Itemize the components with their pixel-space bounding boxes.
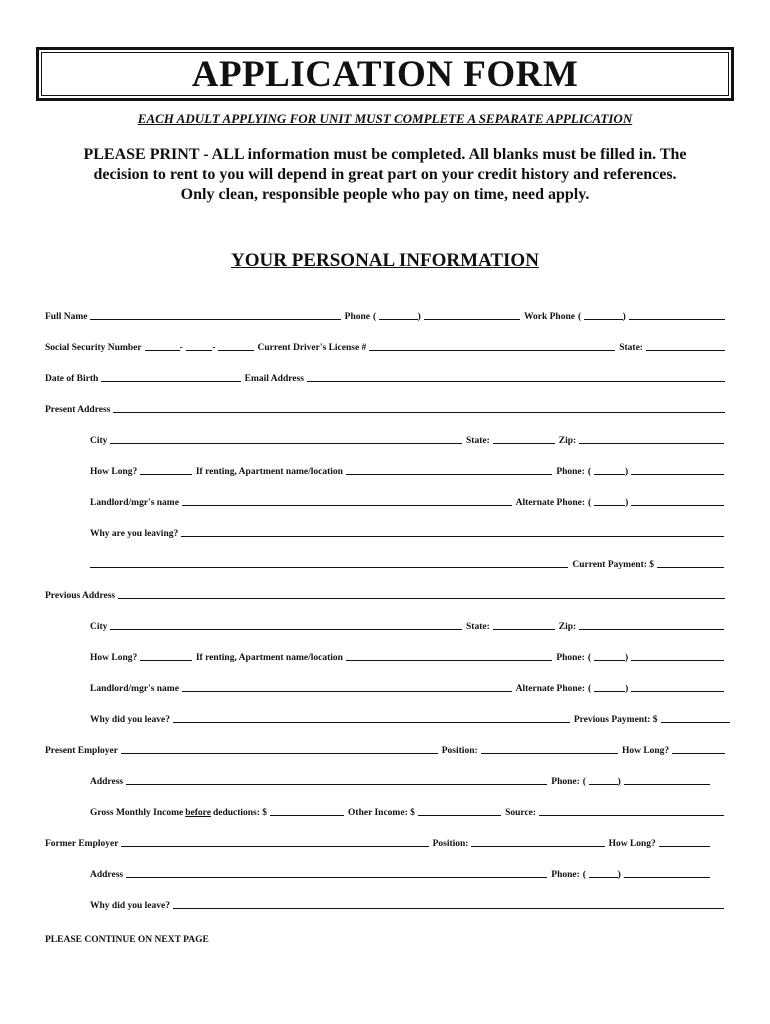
previous-landlord-field[interactable] [182,681,512,692]
previous-how-long-field[interactable] [140,650,192,661]
present-city-field[interactable] [110,433,462,444]
present-how-long-field[interactable] [140,464,192,475]
subtitle: EACH ADULT APPLYING FOR UNIT MUST COMPLETE A SEPARATE APPLICATION [137,111,633,126]
previous-apartment-field[interactable] [346,650,552,661]
source-label: Source: [505,808,537,818]
phone-label: Phone: [551,870,580,880]
row-former-why-leave [90,897,724,911]
row-present-how-long [90,463,724,477]
why-leaving-field[interactable] [181,526,724,537]
how-long-label: How Long? [90,653,138,663]
row-previous-city [90,618,724,632]
why-did-leave-label: Why did you leave? [90,901,170,911]
present-phone-field[interactable] [631,464,724,475]
present-employer-how-long-field[interactable] [672,743,725,754]
paren-open: ( [372,312,377,322]
present-alt-phone-field[interactable] [631,495,724,506]
gross-income-before: before [185,808,211,818]
drivers-license-label: Current Driver's License # [257,343,367,353]
row-why-did-leave [90,711,730,725]
paren-close: ) [625,498,629,508]
paren-close: ) [625,684,629,694]
present-zip-field[interactable] [579,433,724,444]
how-long-label: How Long? [608,839,656,849]
present-address-label: Present Address [45,405,111,415]
email-field[interactable] [307,371,725,382]
zip-label: Zip: [558,622,577,632]
ssn-field-1[interactable] [145,340,180,351]
section-title: YOUR PERSONAL INFORMATION [231,250,539,271]
row-present-address [45,401,725,415]
present-phone-area-field[interactable] [594,464,625,475]
previous-address-label: Previous Address [45,591,116,601]
former-employer-label: Former Employer [45,839,119,849]
former-employer-phone-area-field[interactable] [589,867,618,878]
former-employer-field[interactable] [121,836,428,847]
current-payment-label: Current Payment: $ [572,560,655,570]
if-renting-label: If renting, Apartment name/location [195,653,343,663]
previous-alt-phone-area-field[interactable] [594,681,625,692]
previous-payment-label: Previous Payment: $ [573,715,658,725]
email-label: Email Address [244,374,304,384]
full-name-field[interactable] [90,309,340,320]
landlord-label: Landlord/mgr's name [90,498,179,508]
other-income-field[interactable] [418,805,501,816]
paren-close: ) [624,653,629,663]
drivers-license-field[interactable] [369,340,615,351]
row-present-city [90,432,724,446]
row-previous-address [45,587,725,601]
city-label: City [90,622,108,632]
paren-close: ) [622,312,626,322]
why-did-leave-label: Why did you leave? [90,715,170,725]
previous-payment-field[interactable] [661,712,730,723]
intro-line: decision to rent to you will depend in great part on your credit history and references. [93,166,677,183]
paren-open: ( [582,870,586,880]
previous-phone-field[interactable] [631,650,724,661]
previous-city-field[interactable] [110,619,462,630]
former-employer-how-long-field[interactable] [659,836,710,847]
state-label: State: [466,436,490,446]
state-label: State: [466,622,490,632]
row-dob [45,370,725,384]
work-phone-label: Work Phone [524,312,575,322]
previous-address-field[interactable] [118,588,725,599]
former-position-field[interactable] [471,836,604,847]
former-employer-phone-field[interactable] [624,867,710,878]
former-why-leave-field[interactable] [173,898,724,909]
dash: - [212,343,216,353]
paren-open: ( [588,684,592,694]
title-box [36,47,734,101]
address-label: Address [90,777,124,787]
row-previous-landlord [90,680,724,694]
paren-open: ( [587,653,591,663]
dash: - [179,343,183,353]
row-former-employer [45,835,710,849]
row-why-leaving [90,525,724,539]
row-present-employer [45,742,725,756]
dob-label: Date of Birth [45,374,99,384]
work-phone-area-field[interactable] [584,309,622,320]
zip-label: Zip: [558,436,577,446]
alt-phone-label: Alternate Phone: [515,684,586,694]
present-landlord-field[interactable] [182,495,512,506]
intro-line: Only clean, responsible people who pay on time, need apply. [180,186,590,203]
form-title: APPLICATION FORM [191,53,579,95]
city-label: City [90,436,108,446]
present-employer-address-field[interactable] [126,774,547,785]
phone-label: Phone: [556,653,585,663]
intro-text [30,145,740,205]
paren-close: ) [617,870,621,880]
phone-label: Phone [344,312,370,322]
ssn-field-3[interactable] [218,340,253,351]
present-apartment-field[interactable] [346,464,552,475]
present-alt-phone-area-field[interactable] [594,495,625,506]
present-employer-phone-area-field[interactable] [589,774,618,785]
full-name-label: Full Name [45,312,88,322]
income-source-field[interactable] [539,805,724,816]
row-full-name [45,308,725,322]
alt-phone-label: Alternate Phone: [515,498,586,508]
how-long-label: How Long? [621,746,670,756]
row-current-payment [90,556,724,570]
paren-open: ( [587,467,591,477]
position-label: Position: [432,839,469,849]
how-long-label: How Long? [90,467,138,477]
if-renting-label: If renting, Apartment name/location [195,467,343,477]
row-present-employer-address [90,773,710,787]
present-address-field[interactable] [113,402,725,413]
continue-note: PLEASE CONTINUE ON NEXT PAGE [45,935,209,945]
row-income [90,804,724,818]
present-employer-label: Present Employer [45,746,118,756]
paren-close: ) [417,312,421,322]
paren-open: ( [588,498,592,508]
previous-phone-area-field[interactable] [594,650,625,661]
previous-alt-phone-field[interactable] [631,681,724,692]
dob-field[interactable] [101,371,240,382]
why-leaving-field-2[interactable] [90,557,568,568]
previous-state-field[interactable] [493,619,555,630]
position-label: Position: [441,746,478,756]
landlord-label: Landlord/mgr's name [90,684,179,694]
current-payment-field[interactable] [657,557,724,568]
present-position-field[interactable] [481,743,618,754]
ssn-field-2[interactable] [186,340,212,351]
present-state-field[interactable] [493,433,555,444]
intro-line: PLEASE PRINT - ALL information must be completed. All blanks must be filled in. The [83,146,687,163]
why-did-leave-field[interactable] [173,712,570,723]
paren-open: ( [582,777,586,787]
work-phone-field[interactable] [629,309,725,320]
gross-income-label: Gross Monthly Income [90,808,184,818]
row-present-landlord [90,494,724,508]
paren-close: ) [617,777,621,787]
gross-income-field[interactable] [270,805,344,816]
dl-state-field[interactable] [646,340,725,351]
other-income-label: Other Income: $ [348,808,415,818]
present-employer-field[interactable] [121,743,438,754]
ssn-label: Social Security Number [45,343,142,353]
why-leaving-label: Why are you leaving? [90,529,179,539]
phone-field[interactable] [424,309,520,320]
paren-open: ( [577,312,582,322]
row-previous-how-long [90,649,724,663]
previous-zip-field[interactable] [579,619,724,630]
gross-income-deductions: deductions: $ [212,808,268,818]
phone-label: Phone: [556,467,585,477]
row-former-employer-address [90,866,710,880]
state-label: State: [619,343,643,353]
former-employer-address-field[interactable] [126,867,547,878]
paren-close: ) [624,467,629,477]
row-ssn [45,339,725,353]
phone-area-field[interactable] [379,309,417,320]
present-employer-phone-field[interactable] [624,774,710,785]
phone-label: Phone: [551,777,580,787]
address-label: Address [90,870,124,880]
